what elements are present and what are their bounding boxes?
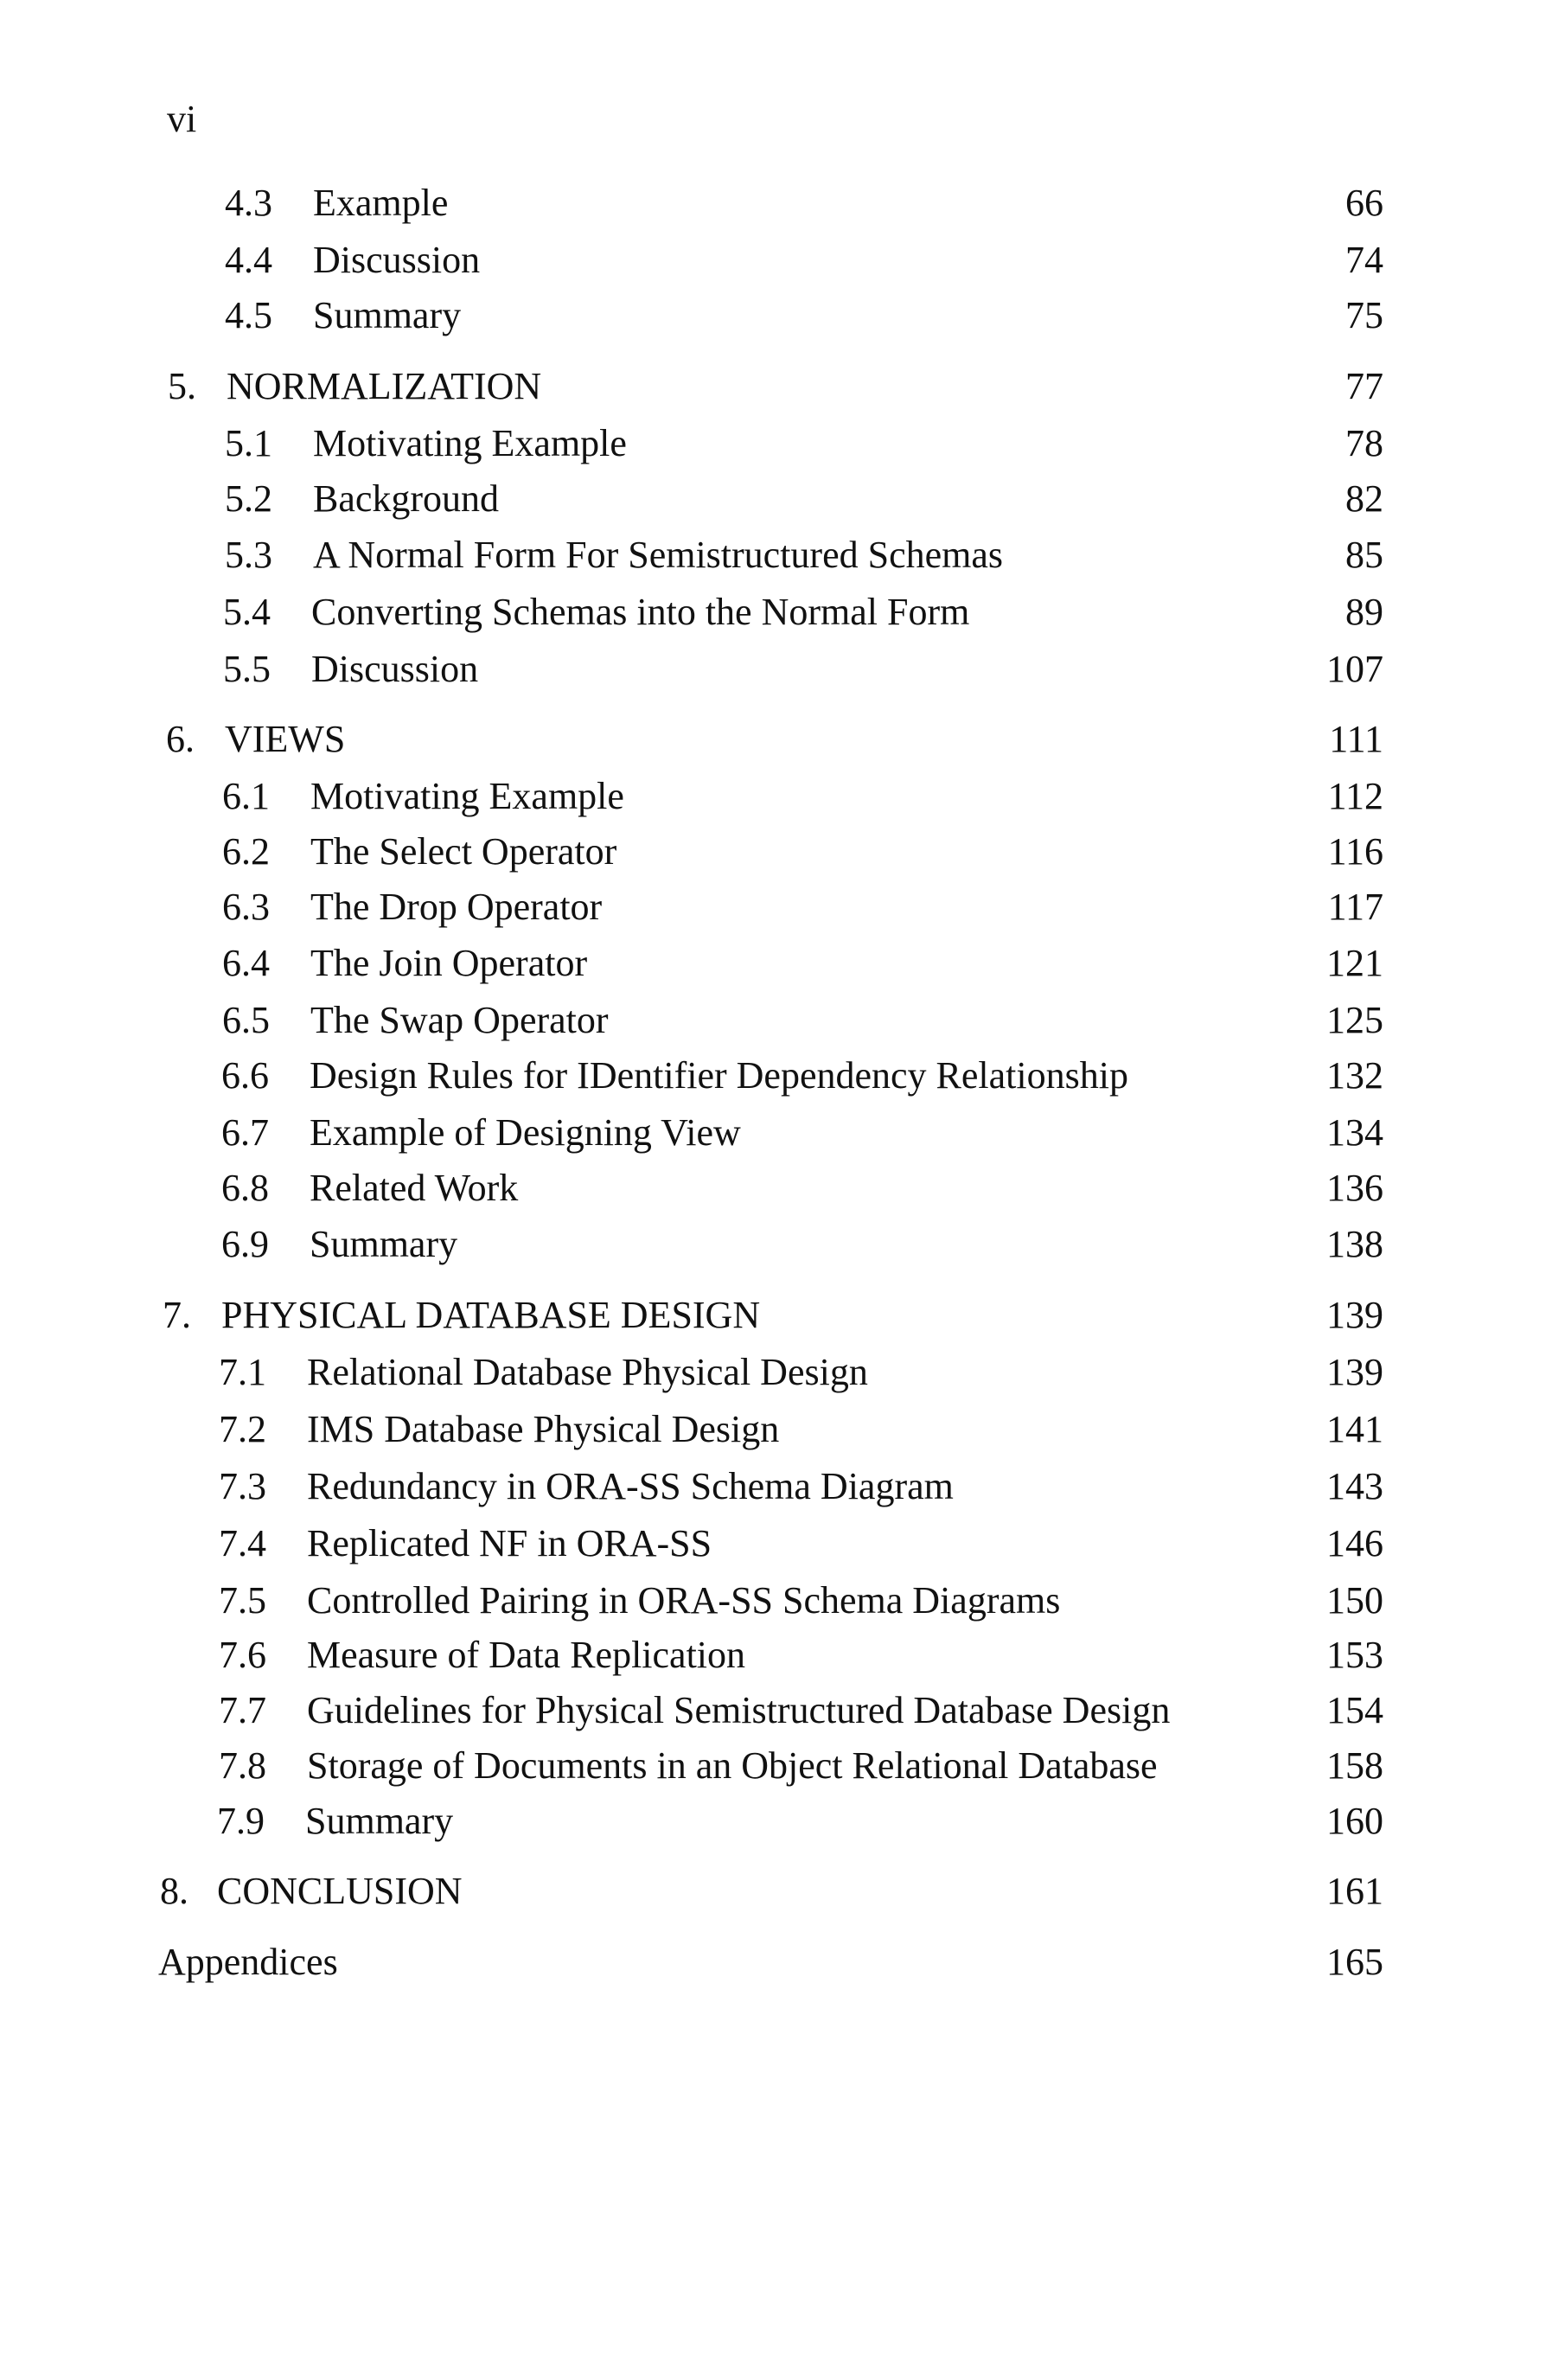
toc-appendices — [0, 1936, 1552, 1988]
toc-entry-title: Motivating Example — [310, 775, 624, 817]
toc-entry — [0, 1219, 1552, 1270]
toc-entry — [0, 771, 1552, 822]
toc-entry-page: 158 — [1326, 1744, 1383, 1787]
toc-entry-number: 5.1 — [225, 422, 272, 464]
toc-entry-number: 6.5 — [222, 999, 270, 1041]
toc-entry-number: 7.4 — [219, 1522, 266, 1564]
toc-entry-page: 139 — [1326, 1294, 1383, 1336]
toc-entry-number: 6.8 — [221, 1167, 269, 1209]
toc-entry — [0, 1050, 1552, 1102]
toc-entry-title: Guidelines for Physical Semistructured Database Design — [307, 1689, 1171, 1731]
toc-entry-title: The Select Operator — [310, 830, 617, 873]
toc-entry-title: Controlled Pairing in ORA-SS Schema Diagrams — [307, 1579, 1061, 1622]
toc-entry-page: 112 — [1327, 775, 1383, 817]
toc-entry-title: A Normal Form For Semistructured Schemas — [313, 534, 1004, 576]
toc-entry-number: 6.4 — [222, 942, 270, 984]
toc-entry — [0, 418, 1552, 470]
toc-entry-title: Summary — [310, 1223, 458, 1265]
toc-entry — [0, 1461, 1552, 1513]
toc-entry-number: 5.2 — [225, 477, 272, 520]
toc-entry-page: 165 — [1326, 1941, 1383, 1983]
toc-chapter — [0, 713, 1552, 765]
toc-entry — [0, 1107, 1552, 1159]
toc-entry-page: 146 — [1326, 1522, 1383, 1564]
toc-entry-page: 143 — [1326, 1465, 1383, 1507]
toc-entry-page: 74 — [1345, 239, 1383, 281]
toc-entry — [0, 1347, 1552, 1398]
toc-entry-page: 85 — [1345, 534, 1383, 576]
toc-chapter — [0, 1289, 1552, 1341]
toc-entry-title: The Join Operator — [310, 942, 588, 984]
toc-entry-page: 75 — [1345, 294, 1383, 336]
toc-entry-page: 141 — [1326, 1408, 1383, 1450]
toc-entry-title: Example of Designing View — [310, 1111, 741, 1154]
toc-entry-page: 136 — [1326, 1167, 1383, 1209]
toc-entry-number: 4.4 — [225, 239, 272, 281]
toc-entry-title: Design Rules for IDentifier Dependency Relationship — [310, 1054, 1128, 1097]
toc-entry-number: 7.2 — [219, 1408, 266, 1450]
toc-entry — [0, 1740, 1552, 1792]
toc-entry-number: 7.1 — [219, 1351, 266, 1393]
toc-entry-page: 125 — [1326, 999, 1383, 1041]
toc-entry-title: The Swap Operator — [310, 999, 609, 1041]
toc-entry-title: Converting Schemas into the Normal Form — [311, 591, 970, 633]
toc-entry-page: 78 — [1345, 422, 1383, 464]
toc-entry-title: Background — [313, 477, 500, 520]
toc-entry — [0, 937, 1552, 989]
toc-entry — [0, 177, 1552, 229]
toc-entry-page: 117 — [1327, 886, 1383, 928]
toc-entry-page: 116 — [1327, 830, 1383, 873]
toc-entry — [0, 234, 1552, 286]
toc-entry — [0, 881, 1552, 933]
toc-entry-page: 139 — [1326, 1351, 1383, 1393]
toc-entry-number: 6.1 — [222, 775, 270, 817]
toc-entry-title: Motivating Example — [313, 422, 627, 464]
toc-entry — [0, 1685, 1552, 1737]
toc-entry-number: 7.6 — [219, 1634, 266, 1676]
toc-entry-page: 134 — [1326, 1111, 1383, 1154]
toc-entry — [0, 1518, 1552, 1570]
toc-chapter-title: PHYSICAL DATABASE DESIGN — [221, 1294, 761, 1336]
toc-entry-number: 7.3 — [219, 1465, 266, 1507]
toc-entry — [0, 1575, 1552, 1627]
toc-entry-page: 154 — [1326, 1689, 1383, 1731]
toc-entry-page: 161 — [1326, 1870, 1383, 1912]
toc-chapter-number: 8. — [160, 1870, 188, 1912]
toc-entry — [0, 1404, 1552, 1456]
toc-entry-number: 4.5 — [225, 294, 272, 336]
toc-entry-number: 6.9 — [221, 1223, 269, 1265]
toc-entry-title: Related Work — [310, 1167, 519, 1209]
toc-entry — [0, 529, 1552, 581]
toc-entry-page: 89 — [1345, 591, 1383, 633]
toc-chapter — [0, 361, 1552, 413]
toc-chapter-title: NORMALIZATION — [227, 365, 542, 407]
toc-entry-page: 111 — [1329, 718, 1383, 760]
toc-entry — [0, 473, 1552, 525]
toc-entry-number: 6.7 — [221, 1111, 269, 1154]
toc-entry — [0, 1795, 1552, 1847]
toc-entry-number: 4.3 — [225, 182, 272, 224]
toc-entry-page: 138 — [1326, 1223, 1383, 1265]
toc-entry-title: Redundancy in ORA-SS Schema Diagram — [307, 1465, 954, 1507]
toc-entry-number: 6.3 — [222, 886, 270, 928]
toc-entry — [0, 290, 1552, 342]
toc-entry-title: The Drop Operator — [310, 886, 603, 928]
toc-entry-number: 7.5 — [219, 1579, 266, 1622]
toc-entry — [0, 1629, 1552, 1681]
toc-entry — [0, 826, 1552, 878]
toc-entry-number: 7.9 — [217, 1800, 265, 1842]
toc-entry-title: Replicated NF in ORA-SS — [307, 1522, 712, 1564]
toc-entry-page: 107 — [1326, 648, 1383, 690]
toc-entry-title: Appendices — [158, 1941, 338, 1983]
toc-entry-page: 77 — [1345, 365, 1383, 407]
page-number: vi — [167, 98, 197, 140]
toc-entry-title: Example — [313, 182, 449, 224]
toc-entry-number: 5.3 — [225, 534, 272, 576]
toc-entry-number: 7.7 — [219, 1689, 266, 1731]
toc-entry-page: 82 — [1345, 477, 1383, 520]
toc-entry-number: 5.4 — [223, 591, 271, 633]
toc-entry-title: Discussion — [311, 648, 479, 690]
toc-entry-page: 160 — [1326, 1800, 1383, 1842]
toc-entry-page: 153 — [1326, 1634, 1383, 1676]
toc-entry-title: IMS Database Physical Design — [307, 1408, 780, 1450]
toc-chapter — [0, 1865, 1552, 1917]
toc-chapter-title: CONCLUSION — [217, 1870, 463, 1912]
toc-entry-number: 5.5 — [223, 648, 271, 690]
toc-entry — [0, 1162, 1552, 1214]
toc-chapter-title: VIEWS — [225, 718, 346, 760]
toc-entry — [0, 995, 1552, 1046]
toc-entry-title: Relational Database Physical Design — [307, 1351, 868, 1393]
toc-entry-number: 6.2 — [222, 830, 270, 873]
toc-entry-title: Summary — [313, 294, 462, 336]
toc-entry-page: 132 — [1326, 1054, 1383, 1097]
toc-chapter-number: 7. — [163, 1294, 191, 1336]
toc-entry-title: Storage of Documents in an Object Relational Database — [307, 1744, 1158, 1787]
toc-entry-number: 7.8 — [219, 1744, 266, 1787]
toc-entry-title: Discussion — [313, 239, 481, 281]
toc-chapter-number: 5. — [168, 365, 196, 407]
toc-entry-page: 121 — [1326, 942, 1383, 984]
toc-entry-page: 66 — [1345, 182, 1383, 224]
toc-entry-page: 150 — [1326, 1579, 1383, 1622]
toc-entry-title: Summary — [305, 1800, 454, 1842]
toc-entry — [0, 643, 1552, 695]
toc-entry — [0, 586, 1552, 638]
toc-entry-title: Measure of Data Replication — [307, 1634, 746, 1676]
toc-chapter-number: 6. — [166, 718, 195, 760]
toc-entry-number: 6.6 — [221, 1054, 269, 1097]
